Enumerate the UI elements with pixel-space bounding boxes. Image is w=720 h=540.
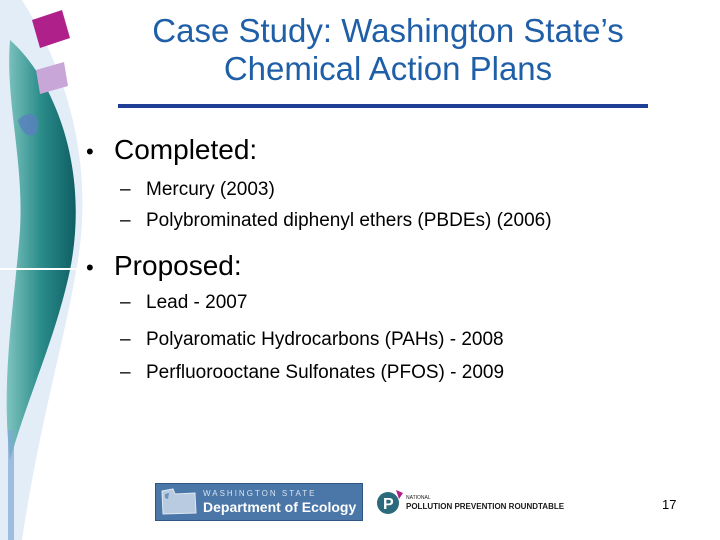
list-item	[120, 210, 552, 232]
dash-marker: –	[120, 292, 131, 313]
page-number: 17	[662, 497, 677, 512]
dash-marker: –	[120, 362, 131, 383]
bullet-marker: •	[86, 139, 94, 164]
bullet-label: Proposed:	[114, 250, 242, 281]
list-item	[120, 179, 275, 201]
list-item-text: Perfluorooctane Sulfonates (PFOS) - 2009	[146, 362, 505, 383]
bullet-marker: •	[86, 255, 94, 280]
title-line-1: Case Study: Washington State’s	[152, 12, 624, 49]
list-item	[120, 329, 504, 351]
svg-text:P: P	[383, 496, 394, 513]
list-item-text: Polyaromatic Hydrocarbons (PAHs) - 2008	[146, 329, 504, 350]
title-line-2: Chemical Action Plans	[223, 50, 553, 87]
bullet-label: Completed:	[114, 134, 258, 165]
ecology-logo	[155, 483, 363, 521]
bullet-completed	[86, 134, 257, 166]
decorative-art-left	[0, 0, 95, 540]
p2-logo-line-2: POLLUTION PREVENTION ROUNDTABLE	[406, 501, 565, 511]
list-item-text: Mercury (2003)	[146, 179, 275, 200]
dash-marker: –	[120, 179, 131, 200]
title-underline	[118, 104, 648, 108]
ecology-logo-line-2: Department of Ecology	[203, 499, 357, 515]
dash-marker: –	[120, 210, 131, 231]
list-item	[120, 292, 247, 314]
list-item-text: Polybrominated diphenyl ethers (PBDEs) (2006)	[146, 210, 552, 231]
bullet-proposed	[86, 250, 242, 282]
p2-roundtable-logo	[376, 486, 586, 520]
p2-logo-line-1: NATIONAL	[406, 494, 431, 501]
p2-mark-icon	[376, 488, 404, 518]
list-item-text: Lead - 2007	[146, 292, 248, 313]
list-item	[120, 362, 504, 384]
ecology-logo-line-1: WASHINGTON STATE	[203, 489, 317, 498]
slide-title	[88, 12, 688, 88]
washington-map-icon	[159, 485, 199, 519]
dash-marker: –	[120, 329, 131, 350]
